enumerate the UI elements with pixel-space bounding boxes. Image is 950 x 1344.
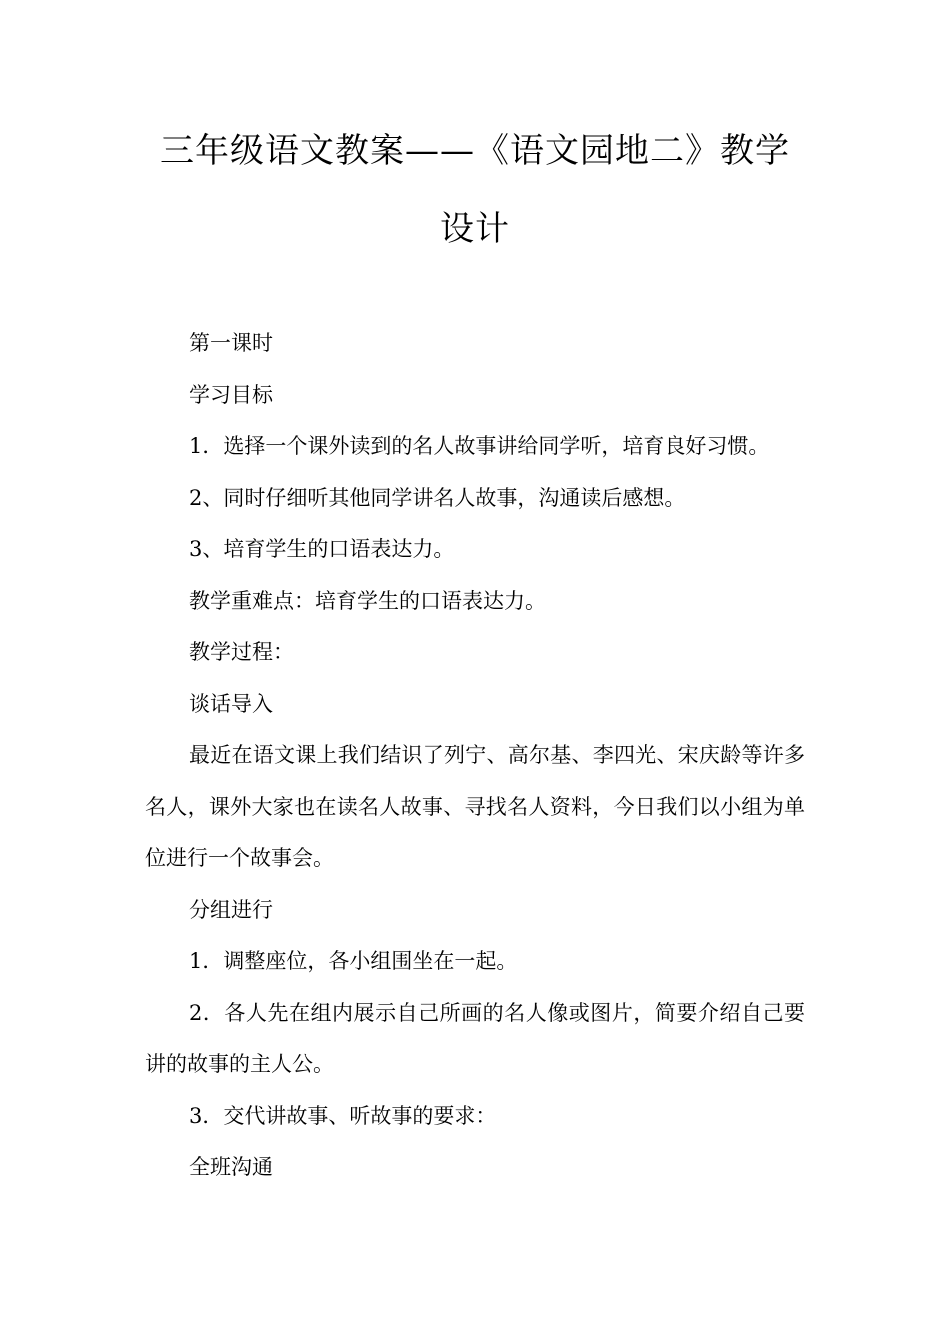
paragraph-process-heading: 教学过程： [189, 640, 294, 664]
paragraph-key-points: 教学重难点：培育学生的口语表达力。 [189, 588, 546, 613]
paragraph-objective-2: 2、同时仔细听其他同学讲名人故事，沟通读后感想。 [189, 485, 686, 510]
paragraph-objectives-heading: 学习目标 [189, 382, 273, 407]
paragraph-intro-text: 最近在语文课上我们结识了列宁、高尔基、李四光、宋庆龄等许多名人，课外大家也在读名人故事、寻找名人资料，今日我们以小组为单位进行一个故事会。 [145, 743, 805, 870]
document-body [145, 318, 805, 1194]
paragraph-objective-1: 1．选择一个课外读到的名人故事讲给同学听，培育良好习惯。 [189, 434, 770, 458]
paragraph-group-step-2: 2．各人先在组内展示自己所画的名人像或图片，简要介绍自己要讲的故事的主人公。 [145, 1000, 805, 1076]
paragraph-group-step-3: 3．交代讲故事、听故事的要求： [189, 1103, 497, 1128]
paragraph-lesson-heading: 第一课时 [189, 331, 273, 355]
paragraph-objective-3: 3、培育学生的口语表达力。 [189, 537, 455, 561]
paragraph-intro-heading: 谈话导入 [189, 691, 273, 716]
document-title: 三年级语文教案——《语文园地二》教学设计 [160, 131, 790, 249]
paragraph-group-heading: 分组进行 [189, 897, 273, 922]
paragraph-class-heading: 全班沟通 [189, 1155, 273, 1179]
paragraph-group-step-1: 1．调整座位，各小组围坐在一起。 [189, 949, 518, 973]
